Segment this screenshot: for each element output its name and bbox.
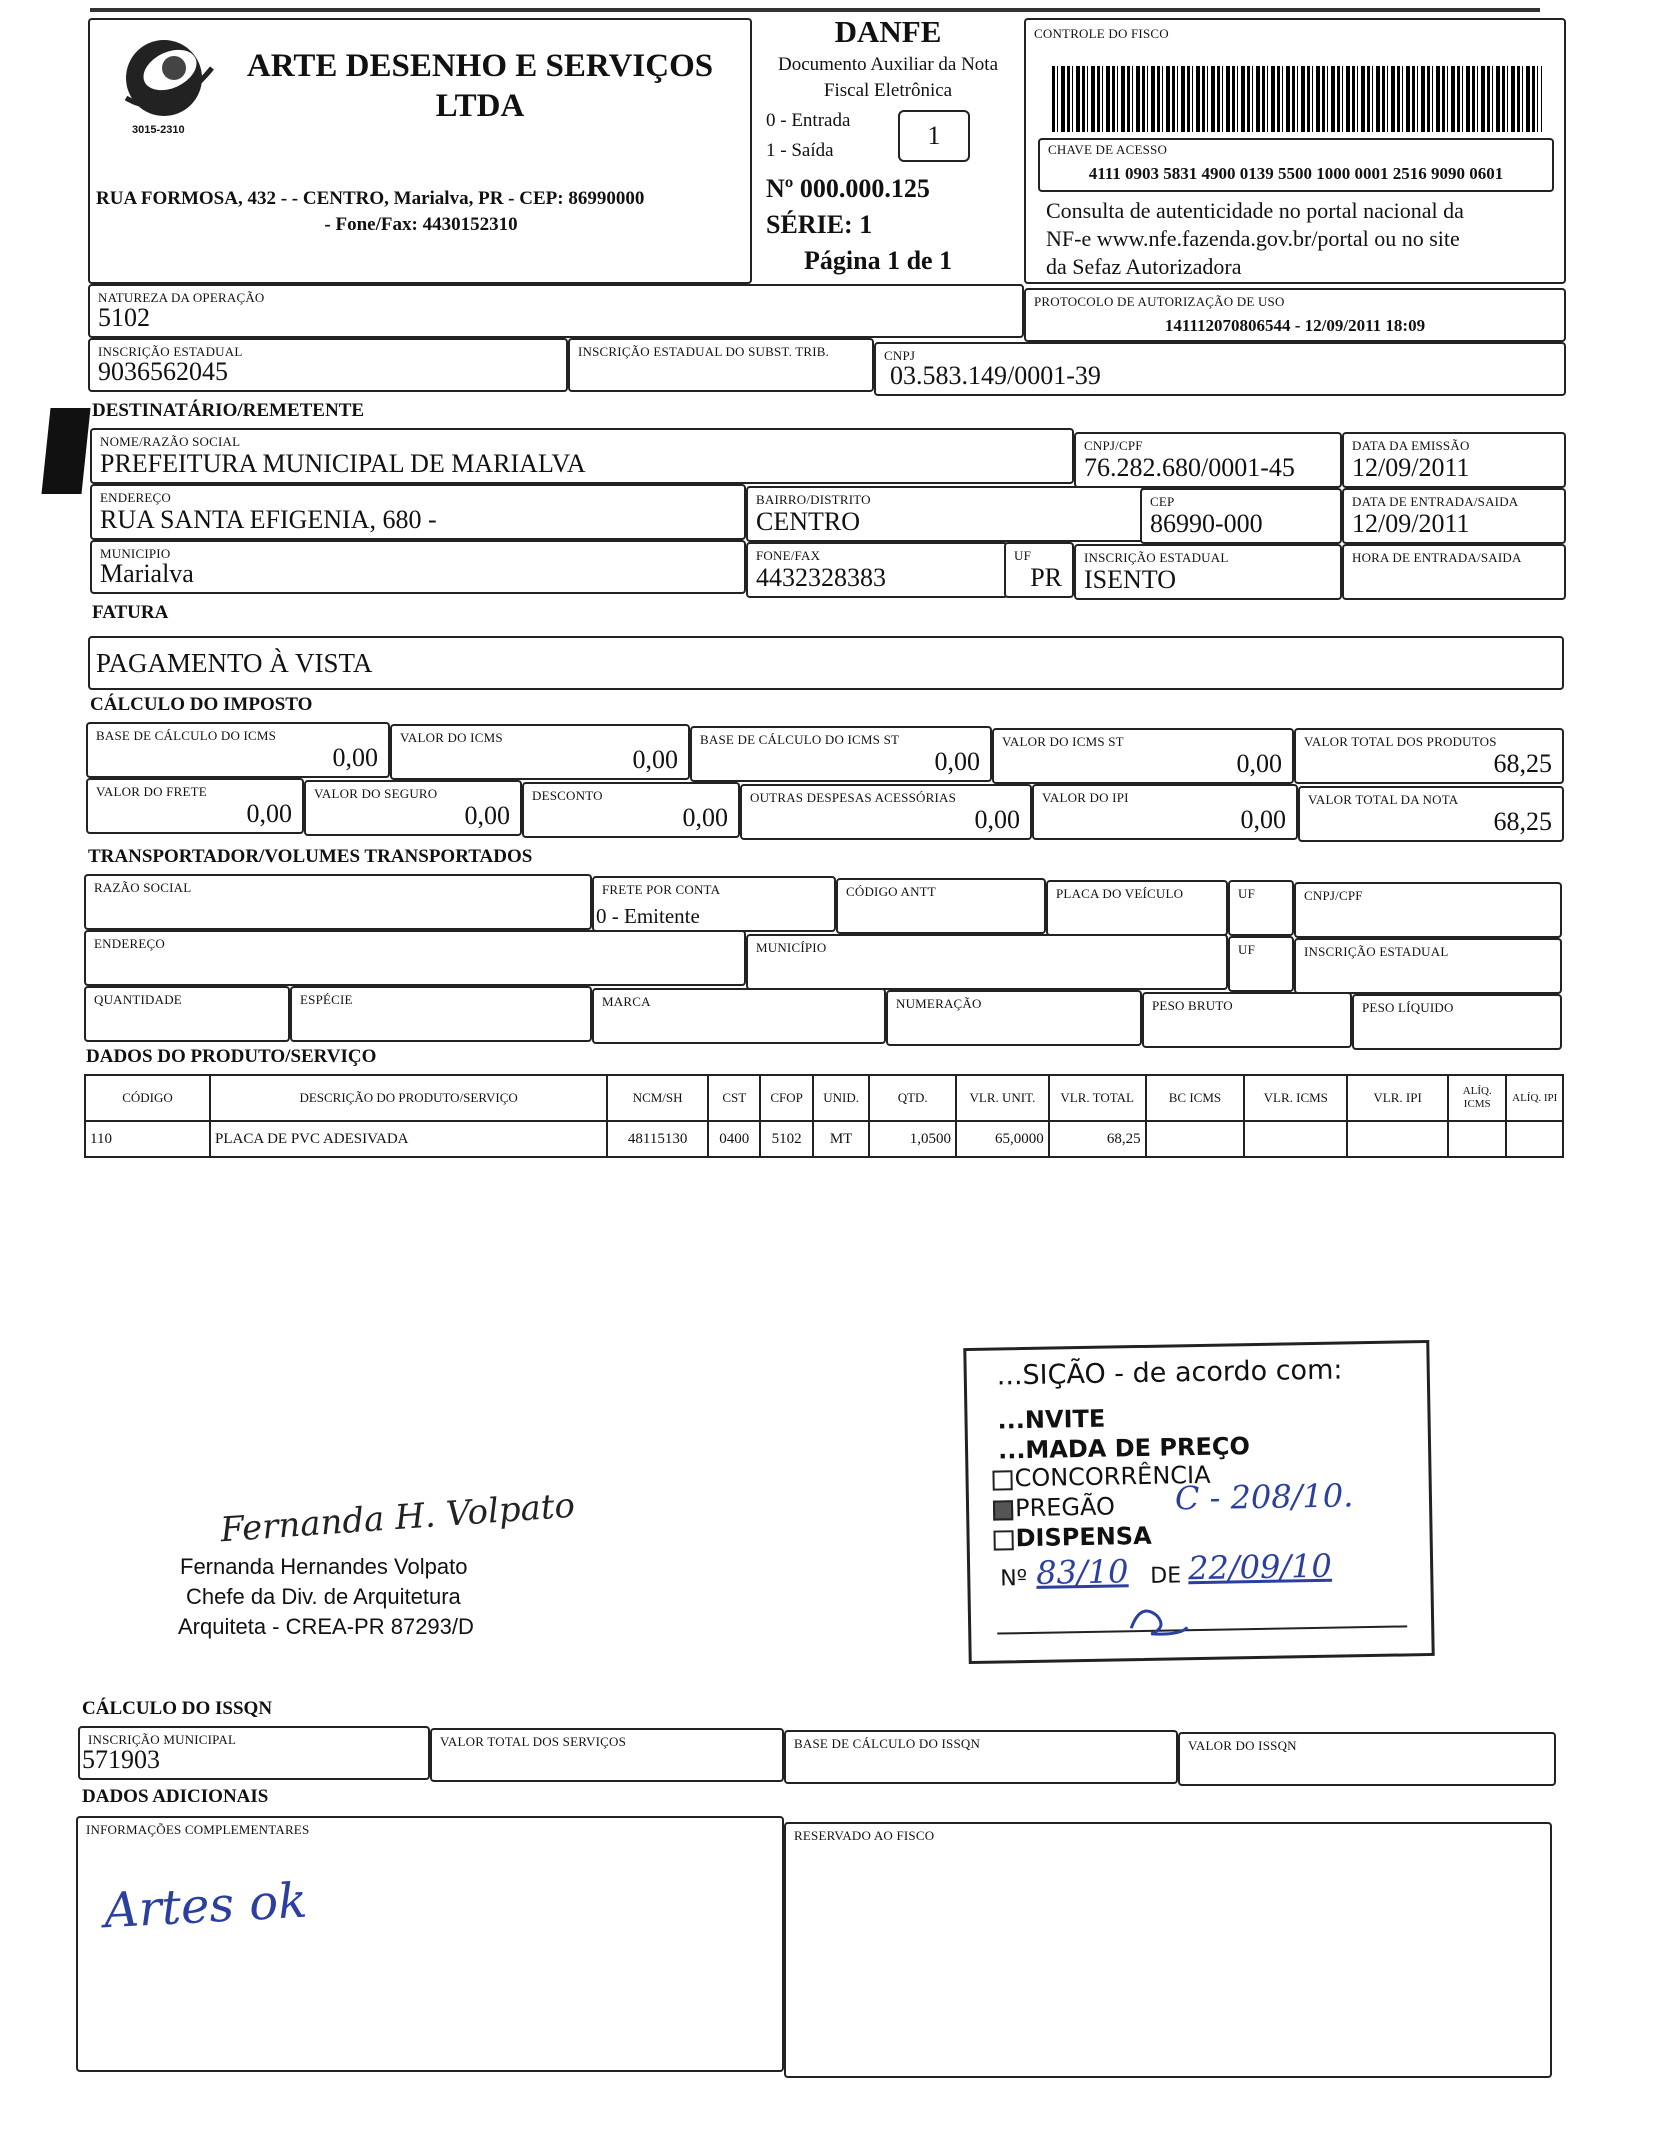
products-header-cell: CÓDIGO (85, 1075, 210, 1121)
fatura-title: FATURA (92, 602, 169, 623)
product-cell: 110 (85, 1121, 210, 1157)
info-handwriting: Artes ok (102, 1872, 309, 1940)
products-header-cell: VLR. ICMS (1244, 1075, 1347, 1121)
desconto-value: 0,00 (682, 803, 728, 832)
transp-cnpj-box (1294, 882, 1562, 938)
dest-municipio-label: MUNICIPIO (100, 546, 171, 561)
dest-hora-label: HORA DE ENTRADA/SAIDA (1352, 550, 1522, 565)
issqn-servicos-box (430, 1728, 784, 1782)
reservado-fisco-label: RESERVADO AO FISCO (794, 1828, 935, 1843)
dest-fone-label: FONE/FAX (756, 548, 821, 563)
dest-ie-box (1074, 544, 1342, 600)
stamp-line-3: ...MADA DE PREÇO (997, 1432, 1251, 1465)
dest-endereco-box (90, 484, 746, 540)
destinatario-title: DESTINATÁRIO/REMETENTE (92, 400, 365, 421)
dest-cep-value: 86990-000 (1150, 509, 1263, 538)
dest-entrada-value: 12/09/2011 (1352, 509, 1470, 538)
transp-antt-label: CÓDIGO ANTT (846, 884, 936, 899)
transp-municipio-box (746, 934, 1228, 990)
stamp-line-6: DISPENSA (1015, 1521, 1152, 1553)
adicionais-title: DADOS ADICIONAIS (82, 1786, 269, 1807)
protocolo-box (1024, 288, 1566, 342)
product-cell: PLACA DE PVC ADESIVADA (210, 1121, 607, 1157)
transportador-title: TRANSPORTADOR/VOLUMES TRANSPORTADOS (88, 846, 533, 867)
base-icms-label: BASE DE CÁLCULO DO ICMS (96, 728, 277, 743)
dest-uf-label: UF (1014, 548, 1032, 563)
signature-name: Fernanda Hernandes Volpato (180, 1554, 468, 1579)
dest-endereco-value: RUA SANTA EFIGENIA, 680 - (100, 505, 437, 534)
transp-frete-box (592, 876, 836, 932)
valor-icms-st-box (992, 728, 1294, 784)
natureza-value: 5102 (98, 303, 150, 332)
signature-registro: Arquiteta - CREA-PR 87293/D (178, 1614, 474, 1639)
product-cell: 48115130 (607, 1121, 708, 1157)
protocolo-value: 141112070806544 - 12/09/2011 18:09 (1164, 316, 1426, 335)
chave-label: CHAVE DE ACESSO (1048, 142, 1168, 157)
transp-antt-box (836, 878, 1046, 934)
licitacao-stamp (963, 1340, 1434, 1664)
products-header-cell: VLR. IPI (1347, 1075, 1448, 1121)
transp-razao-box (84, 874, 592, 930)
ie-st-label: INSCRIÇÃO ESTADUAL DO SUBST. TRIB. (578, 344, 830, 359)
dest-uf-value: PR (1030, 563, 1062, 592)
products-header-cell: ALÍQ. ICMS (1448, 1075, 1506, 1121)
danfe-subtitle-2: Fiscal Eletrônica (823, 80, 953, 101)
base-icms-value: 0,00 (332, 743, 378, 772)
valor-icms-value: 0,00 (632, 745, 678, 774)
transp-ie-label: INSCRIÇÃO ESTADUAL (1304, 944, 1449, 959)
dest-cnpj-box (1074, 432, 1342, 488)
total-produtos-value: 68,25 (1493, 749, 1552, 778)
cnpj-box (874, 342, 1566, 396)
valor-icms-label: VALOR DO ICMS (400, 730, 503, 745)
transp-ie-box (1294, 938, 1562, 994)
stamp-check-3 (993, 1530, 1013, 1550)
valor-icms-st-value: 0,00 (1236, 749, 1282, 778)
transp-qtd-box (84, 986, 290, 1042)
stamp-line-4: CONCORRÊNCIA (1014, 1460, 1211, 1493)
transp-placa-label: PLACA DO VEÍCULO (1056, 886, 1184, 901)
stamp-num-prefix: Nº (1000, 1566, 1028, 1592)
transp-razao-label: RAZÃO SOCIAL (94, 880, 192, 895)
outras-label: OUTRAS DESPESAS ACESSÓRIAS (750, 790, 957, 805)
dest-emissao-value: 12/09/2011 (1352, 453, 1470, 482)
dest-entrada-label: DATA DE ENTRADA/SAIDA (1352, 494, 1519, 509)
product-cell: MT (813, 1121, 869, 1157)
issqn-valor-label: VALOR DO ISSQN (1188, 1738, 1297, 1753)
product-cell (1506, 1121, 1563, 1157)
frete-label: VALOR DO FRETE (96, 784, 207, 799)
product-cell: 0400 (708, 1121, 760, 1157)
reservado-fisco-box (784, 1822, 1552, 2078)
transp-uf-label: UF (1238, 886, 1256, 901)
issqn-title: CÁLCULO DO ISSQN (82, 1698, 273, 1719)
transp-pesob-box (1142, 992, 1352, 1048)
danfe-box (752, 14, 1024, 284)
chave-value: 4111 0903 5831 4900 0139 5500 1000 0001 2516 9090 0601 (1088, 164, 1504, 183)
transp-pesob-label: PESO BRUTO (1152, 998, 1233, 1013)
seguro-value: 0,00 (464, 801, 510, 830)
product-row (85, 1121, 1563, 1157)
dest-emissao-label: DATA DA EMISSÃO (1352, 438, 1470, 453)
natureza-box (88, 284, 1024, 338)
stamp-check-1 (992, 1470, 1012, 1490)
dest-endereco-label: ENDEREÇO (100, 490, 171, 505)
issqn-valor-box (1178, 1732, 1556, 1786)
transp-frete-value: 0 - Emitente (596, 904, 700, 928)
valor-icms-st-label: VALOR DO ICMS ST (1002, 734, 1124, 749)
tipo-box (898, 110, 970, 162)
stamp-date-value: 22/09/10 (1187, 1546, 1333, 1588)
produtos-title: DADOS DO PRODUTO/SERVIÇO (86, 1046, 377, 1067)
danfe-subtitle-1: Documento Auxiliar da Nota (777, 54, 999, 75)
dest-nome-value: PREFEITURA MUNICIPAL DE MARIALVA (100, 449, 586, 478)
protocolo-label: PROTOCOLO DE AUTORIZAÇÃO DE USO (1034, 294, 1285, 309)
dest-hora-box (1342, 544, 1566, 600)
base-icms-st-value: 0,00 (934, 747, 980, 776)
dest-bairro-value: CENTRO (756, 507, 860, 536)
top-rule (90, 8, 1540, 12)
dest-entrada-box (1342, 488, 1566, 544)
dest-municipio-value: Marialva (100, 559, 194, 588)
dest-uf-box (1004, 542, 1074, 598)
stamp-de-label: DE (1150, 1563, 1182, 1589)
valor-icms-box (390, 724, 690, 780)
info-complementar-box (76, 1816, 784, 2072)
stamp-rubric (1121, 1597, 1192, 1642)
issqn-base-label: BASE DE CÁLCULO DO ISSQN (794, 1736, 981, 1751)
stamp-rule (997, 1625, 1407, 1634)
base-icms-box (86, 722, 390, 778)
consulta-3: da Sefaz Autorizadora (1046, 254, 1242, 279)
products-header-cell: BC ICMS (1146, 1075, 1245, 1121)
total-nota-label: VALOR TOTAL DA NOTA (1308, 792, 1459, 807)
frete-box (86, 778, 304, 834)
ipi-value: 0,00 (1240, 805, 1286, 834)
total-nota-box (1298, 786, 1564, 842)
product-cell (1347, 1121, 1448, 1157)
info-complementar-label: INFORMAÇÕES COMPLEMENTARES (86, 1822, 310, 1837)
dest-bairro-box (746, 486, 1144, 542)
transp-uf2-box (1228, 936, 1294, 992)
dest-cnpj-value: 76.282.680/0001-45 (1084, 453, 1295, 482)
frete-value: 0,00 (246, 799, 292, 828)
entrada-label: 0 - Entrada (766, 110, 851, 131)
dest-ie-label: INSCRIÇÃO ESTADUAL (1084, 550, 1229, 565)
logo-phone: 3015-2310 (132, 124, 185, 136)
fatura-value: PAGAMENTO À VISTA (96, 648, 373, 678)
products-header-cell: ALÍQ. IPI (1506, 1075, 1563, 1121)
ipi-label: VALOR DO IPI (1042, 790, 1129, 805)
tipo-value: 1 (927, 121, 941, 150)
stamp-check-2 (993, 1500, 1013, 1520)
controle-box (1024, 18, 1566, 284)
products-header-cell: QTD. (869, 1075, 956, 1121)
fatura-box (88, 636, 1564, 690)
natureza-label: NATUREZA DA OPERAÇÃO (98, 290, 265, 305)
barcode (1052, 66, 1542, 132)
dest-municipio-box (90, 540, 746, 594)
total-nota-value: 68,25 (1493, 807, 1552, 836)
dest-bairro-label: BAIRRO/DISTRITO (756, 492, 871, 507)
dest-ie-value: ISENTO (1084, 565, 1176, 594)
transp-qtd-label: QUANTIDADE (94, 992, 182, 1007)
chave-box (1038, 138, 1554, 192)
company-name-2: LTDA (435, 88, 525, 124)
dest-fone-box (746, 542, 1008, 598)
product-cell: 1,0500 (869, 1121, 956, 1157)
dest-cnpj-label: CNPJ/CPF (1084, 438, 1143, 453)
transp-pesol-box (1352, 994, 1562, 1050)
saida-label: 1 - Saída (766, 140, 834, 161)
nfe-number: Nº 000.000.125 (766, 174, 930, 203)
company-name-1: ARTE DESENHO E SERVIÇOS (246, 48, 714, 84)
products-header-cell: VLR. UNIT. (956, 1075, 1049, 1121)
transp-frete-label: FRETE POR CONTA (602, 882, 721, 897)
issqn-servicos-label: VALOR TOTAL DOS SERVIÇOS (440, 1734, 627, 1749)
cnpj-value: 03.583.149/0001-39 (890, 361, 1101, 390)
controle-label: CONTROLE DO FISCO (1034, 26, 1169, 41)
transp-marca-box (592, 988, 886, 1044)
transp-numeracao-box (886, 990, 1142, 1046)
base-icms-st-label: BASE DE CÁLCULO DO ICMS ST (700, 732, 900, 747)
emitente-address: RUA FORMOSA, 432 - - CENTRO, Marialva, PR - CEP: 86990000 (96, 188, 645, 209)
stamp-line-1: ...SIÇÃO - de acordo com: (996, 1354, 1343, 1392)
stamp-line-5-hand: C - 208/10. (1174, 1476, 1354, 1518)
transp-placa-box (1046, 880, 1228, 936)
product-cell (1146, 1121, 1245, 1157)
product-cell (1448, 1121, 1506, 1157)
products-header-cell: NCM/SH (607, 1075, 708, 1121)
total-produtos-label: VALOR TOTAL DOS PRODUTOS (1304, 734, 1497, 749)
transp-especie-label: ESPÉCIE (300, 992, 353, 1007)
consulta-1: Consulta de autenticidade no portal nacional da (1046, 198, 1464, 223)
issqn-base-box (784, 1730, 1178, 1784)
outras-box (740, 784, 1032, 840)
product-cell: 68,25 (1049, 1121, 1146, 1157)
emitente-box (88, 18, 752, 284)
dest-cep-label: CEP (1150, 494, 1175, 509)
transp-municipio-label: MUNICÍPIO (756, 940, 827, 955)
nfe-serie: SÉRIE: 1 (766, 210, 873, 239)
transp-cnpj-label: CNPJ/CPF (1304, 888, 1363, 903)
outras-value: 0,00 (974, 805, 1020, 834)
ie-value: 9036562045 (98, 357, 228, 386)
danfe-title: DANFE (834, 14, 942, 49)
ie-box (88, 338, 568, 392)
products-header-cell: VLR. TOTAL (1049, 1075, 1146, 1121)
transp-endereco-label: ENDEREÇO (94, 936, 165, 951)
transp-especie-box (290, 986, 592, 1042)
issqn-im-box (78, 1726, 430, 1780)
dest-emissao-box (1342, 432, 1566, 488)
products-header-cell: UNID. (813, 1075, 869, 1121)
desconto-label: DESCONTO (532, 788, 603, 803)
scan-mark (41, 408, 90, 494)
desconto-box (522, 782, 740, 838)
transp-endereco-box (84, 930, 746, 986)
products-header-row (85, 1075, 1563, 1121)
company-logo (112, 28, 222, 138)
imposto-title: CÁLCULO DO IMPOSTO (90, 694, 313, 715)
signature-role: Chefe da Div. de Arquitetura (186, 1584, 461, 1609)
nfe-page: Página 1 de 1 (804, 246, 953, 275)
products-body (85, 1075, 1563, 1157)
cnpj-label: CNPJ (884, 348, 916, 363)
emitente-phone: - Fone/Fax: 4430152310 (324, 214, 518, 235)
dest-cep-box (1140, 488, 1342, 544)
stamp-num-value: 83/10 (1035, 1552, 1129, 1592)
transp-numeracao-label: NUMERAÇÃO (896, 996, 982, 1011)
dest-fone-value: 4432328383 (756, 563, 886, 592)
seguro-label: VALOR DO SEGURO (314, 786, 438, 801)
handwritten-signature: Fernanda H. Volpato (219, 1485, 577, 1551)
transp-marca-label: MARCA (602, 994, 651, 1009)
consulta-2: NF-e www.nfe.fazenda.gov.br/portal ou no site (1046, 226, 1460, 251)
issqn-im-label: INSCRIÇÃO MUNICIPAL (88, 1732, 237, 1747)
stamp-line-2: ...NVITE (997, 1404, 1106, 1435)
product-cell: 5102 (760, 1121, 812, 1157)
transp-pesol-label: PESO LÍQUIDO (1362, 1000, 1454, 1015)
base-icms-st-box (690, 726, 992, 782)
product-cell (1244, 1121, 1347, 1157)
dest-nome-label: NOME/RAZÃO SOCIAL (100, 434, 241, 449)
ipi-box (1032, 784, 1298, 840)
product-cell: 65,0000 (956, 1121, 1049, 1157)
products-table (84, 1074, 1564, 1158)
ie-label: INSCRIÇÃO ESTADUAL (98, 344, 243, 359)
dest-nome-box (90, 428, 1074, 484)
products-header-cell: CFOP (760, 1075, 812, 1121)
ie-st-box (568, 338, 874, 392)
total-produtos-box (1294, 728, 1564, 784)
products-header-cell: CST (708, 1075, 760, 1121)
stamp-line-5: PREGÃO (1014, 1492, 1116, 1523)
seguro-box (304, 780, 522, 836)
transp-uf2-label: UF (1238, 942, 1256, 957)
issqn-im-value: 571903 (82, 1745, 160, 1774)
products-header-cell: DESCRIÇÃO DO PRODUTO/SERVIÇO (210, 1075, 607, 1121)
transp-uf-box (1228, 880, 1294, 936)
